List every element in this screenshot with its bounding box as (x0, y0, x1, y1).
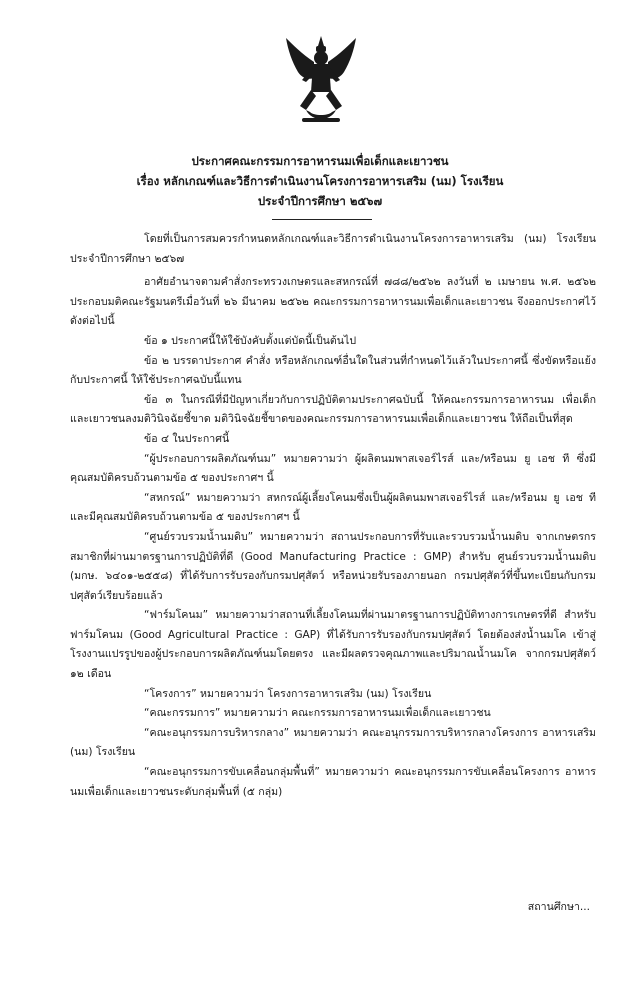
definition-central-subcommittee: “คณะอนุกรรมการบริหารกลาง” หมายความว่า คณะอนุกรรมการบริหารกลางโครงการ อาหารเสริม (นม) โรงเรียน (70, 726, 596, 759)
title-line-3: ประจำปีการศึกษา ๒๕๖๗ (257, 194, 383, 208)
continuation-marker: สถานศึกษา... (527, 901, 590, 913)
definition-project: “โครงการ” หมายความว่า โครงการอาหารเสริม (นม) โรงเรียน (144, 687, 432, 700)
paragraph-clause-1: ข้อ ๑ ประกาศนี้ให้ใช้บังคับตั้งแต่บัดนี้เป็นต้นไป (144, 334, 357, 347)
definition-committee: “คณะกรรมการ” หมายความว่า คณะกรรมการอาหารนมเพื่อเด็กและเยาวชน (144, 707, 491, 720)
definition-producer: “ผู้ประกอบการผลิตภัณฑ์นม” หมายความว่า ผู้ผลิตนมพาสเจอร์ไรส์ และ/หรือนม ยู เอช ที ซึ่งมีคุณสมบัติครบถ้วนตามข้อ ๕ ของประกาศฯ นี้ (70, 452, 596, 485)
paragraph-authority: อาศัยอำนาจตามคำสั่งกระทรวงเกษตรและสหกรณ์ที่ ๗๘๘/๒๕๖๒ ลงวันที่ ๒ เมษายน พ.ศ. ๒๕๖๒ ประกอบมติคณะรัฐมนตรีเมื่อวันที่ ๒๖ มีนาคม ๒๕๖๒ คณะกรรมการอาหารนมเพื่อเด็กและเยาวชน จึงออกประกาศไว้ ดังต่อไปนี้ (70, 276, 596, 328)
title-divider (272, 219, 372, 220)
definition-cooperative: “สหกรณ์” หมายความว่า สหกรณ์ผู้เลี้ยงโคนมซึ่งเป็นผู้ผลิตนมพาสเจอร์ไรส์ และ/หรือนม ยู เอช ที และมีคุณสมบัติครบถ้วนตามข้อ ๕ ของประกาศฯ นี้ (70, 491, 596, 524)
title-line-1: ประกาศคณะกรรมการอาหารนมเพื่อเด็กและเยาวชน (191, 154, 449, 168)
paragraph-clause-3: ข้อ ๓ ในกรณีที่มีปัญหาเกี่ยวกับการปฏิบัติตามประกาศฉบับนี้ ให้คณะกรรมการอาหารนม เพื่อเด็กและเยาวชนลงมติวินิจฉัยชี้ขาด มติวินิจฉัยชี้ขาดของคณะกรรมการอาหารนมเพื่อเด็กและเยาวชน ให้ถือเป็นที่สุด (70, 393, 596, 426)
definition-collection-center: “ศูนย์รวบรวมน้ำนมดิบ” หมายความว่า สถานประกอบการที่รับและรวบรวมน้ำนมดิบ จากเกษตรกรสมาชิกที่ผ่านมาตรฐานการปฏิบัติที่ดี (Good Manufacturing Practice : GMP) สำหรับ ศูนย์รวบรวมน้ำนมดิบ (มกษ. ๖๔๐๑-๒๕๕๘) ที่ได้รับการรับรองกับกรมปศุสัตว์ หรือหน่วยรับรองภายนอก กรมปศุสัตว์ที่ขึ้นทะเบียนกับกรมปศุสัตว์เรียบร้อยแล้ว (70, 530, 596, 602)
announcement-body (70, 230, 596, 802)
paragraph-clause-4: ข้อ ๔ ในประกาศนี้ (144, 432, 230, 445)
definition-area-subcommittee: “คณะอนุกรรมการขับเคลื่อนกลุ่มพื้นที่” หมายความว่า คณะอนุกรรมการขับเคลื่อนโครงการ อาหารนมเพื่อเด็กและเยาวชนระดับกลุ่มพื้นที่ (๕ กลุ่ม) (70, 766, 596, 798)
definition-dairy-farm: “ฟาร์มโคนม” หมายความว่าสถานที่เลี้ยงโคนมที่ผ่านมาตรฐานการปฏิบัติทางการเกษตรที่ดี สำหรับฟาร์มโคนม (Good Agricultural Practice : GAP) ที่ได้รับการรับรองกับกรมปศุสัตว์ โดยต้องส่งน้ำนมโค เข้าสู่โรงงานแปรรูปของผู้ประกอบการผลิตภัณฑ์นมโดยตรง และมีผลตรวจคุณภาพและปริมาณน้ำนมโค จากกรมปศุสัตว์ ๑๒ เดือน (70, 609, 596, 681)
paragraph-clause-2: ข้อ ๒ บรรดาประกาศ คำสั่ง หรือหลักเกณฑ์อื่นใดในส่วนที่กำหนดไว้แล้วในประกาศนี้ ซึ่งขัดหรือแย้งกับประกาศนี้ ให้ใช้ประกาศฉบับนี้แทน (70, 354, 596, 387)
paragraph-preamble: โดยที่เป็นการสมควรกำหนดหลักเกณฑ์และวิธีการดำเนินงานโครงการอาหารเสริม (นม) โรงเรียน ประจำปีการศึกษา ๒๕๖๗ (70, 233, 596, 265)
garuda-emblem-icon (282, 34, 360, 126)
title-line-2: เรื่อง หลักเกณฑ์และวิธีการดำเนินงานโครงการอาหารเสริม (นม) โรงเรียน (136, 174, 504, 188)
